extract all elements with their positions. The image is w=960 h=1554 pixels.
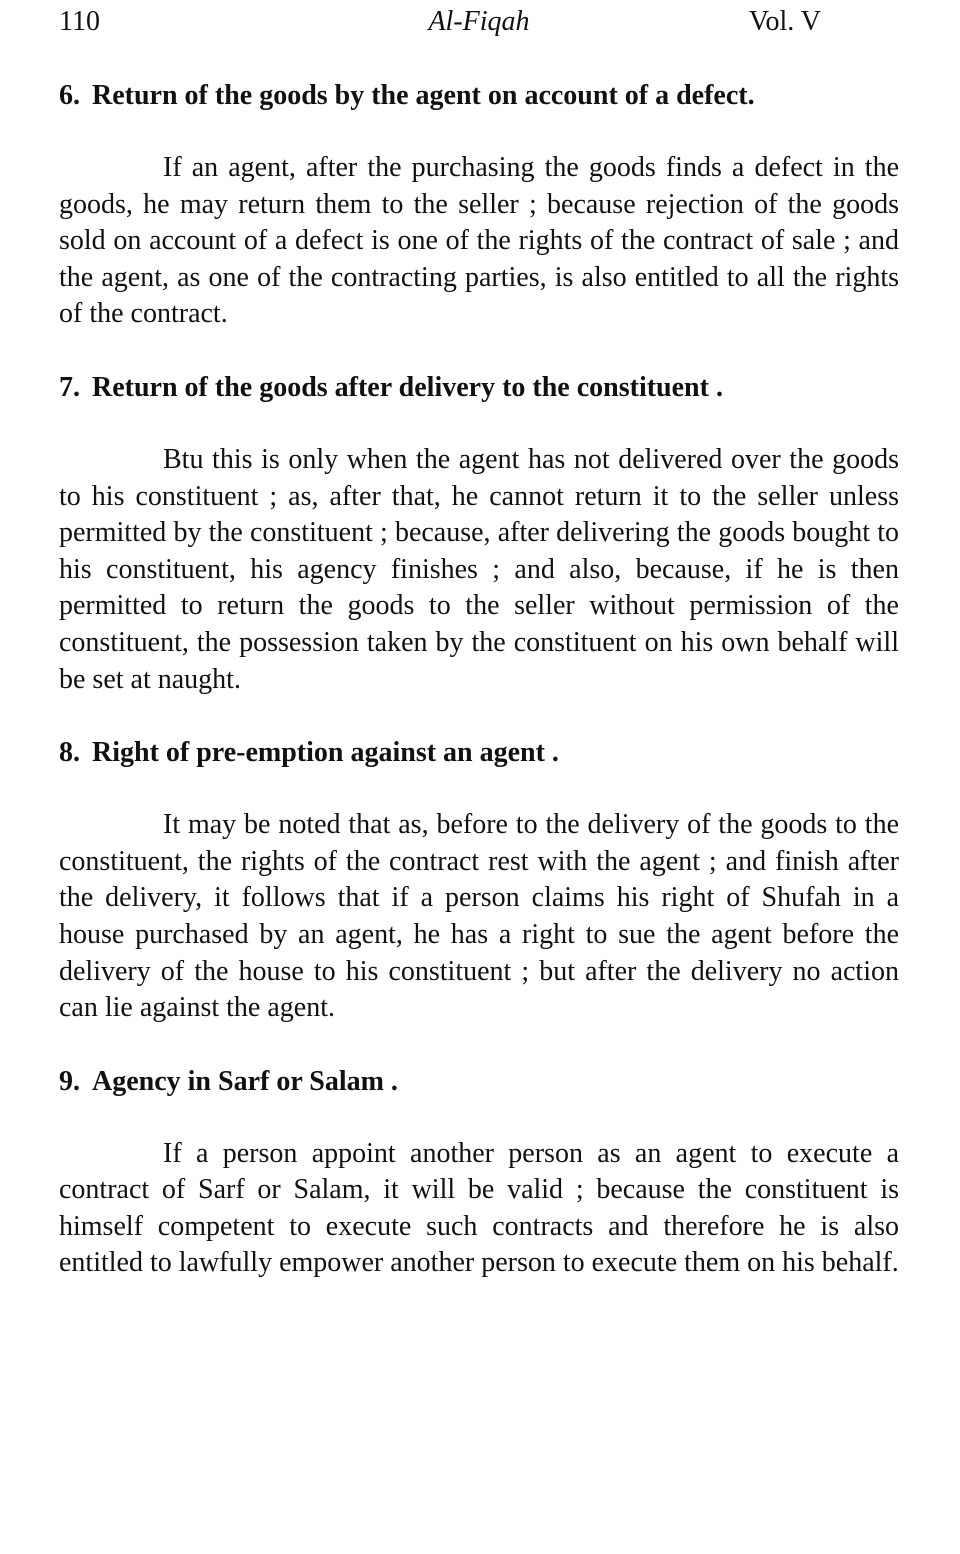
section-9 <box>59 1064 899 1282</box>
section-title: Agency in Sarf or Salam . <box>92 1065 398 1097</box>
section-paragraph: Btu this is only when the agent has not delivered over the goods to his constituent ; as, after that, he cannot return it to the seller unless permitted by the constituent ; because, after delivering the goods bought to his constituent, his agency finishes ; and also, because, if he is then permitted to return the goods to the seller without permission of the constituent, the possession taken by the constituent on his own behalf will be set at naught. <box>59 443 899 695</box>
section-heading <box>59 370 899 406</box>
section-6 <box>59 78 899 333</box>
section-number: 8. <box>59 737 80 769</box>
book-title: Al-Fiqah <box>428 6 530 37</box>
section-paragraph: If an agent, after the purchasing the goods finds a defect in the goods, he may return them to the seller ; because rejection of the goods sold on account of a defect is one of the rights of the contract of sale ; and the agent, as one of the contracting parties, is also entitled to all the rights of the contract. <box>59 152 899 330</box>
page-number: 110 <box>59 6 100 37</box>
running-header <box>59 0 899 44</box>
section-title: Return of the goods by the agent on account of a defect. <box>92 80 755 111</box>
section-title: Right of pre-emption against an agent . <box>92 737 559 769</box>
section-heading <box>59 78 899 114</box>
section-paragraph: It may be noted that as, before to the delivery of the goods to the constituent, the rights of the contract rest with the agent ; and finish after the delivery, it follows that if a person claims his right of Shufah in a house purchased by an agent, he has a right to sue the agent before the delivery of the house to his constituent ; but after the delivery no action can lie against the agent. <box>59 809 899 1024</box>
section-8 <box>59 735 899 1027</box>
section-heading <box>59 735 899 771</box>
section-title: Return of the goods after delivery to the constituent . <box>92 371 723 403</box>
section-number: 7. <box>59 371 80 403</box>
section-number: 9. <box>59 1065 80 1097</box>
section-paragraph: If a person appoint another person as an agent to execute a contract of Sarf or Salam, it will be valid ; because the constituent is himself competent to execute such contracts and therefore he is also entitled to lawfully empower another person to execute them on his behalf. <box>59 1137 899 1279</box>
section-7 <box>59 370 899 698</box>
book-page <box>59 0 899 1282</box>
volume-label: Vol. V <box>748 6 821 37</box>
section-number: 6. <box>59 80 80 111</box>
section-heading <box>59 1064 899 1100</box>
